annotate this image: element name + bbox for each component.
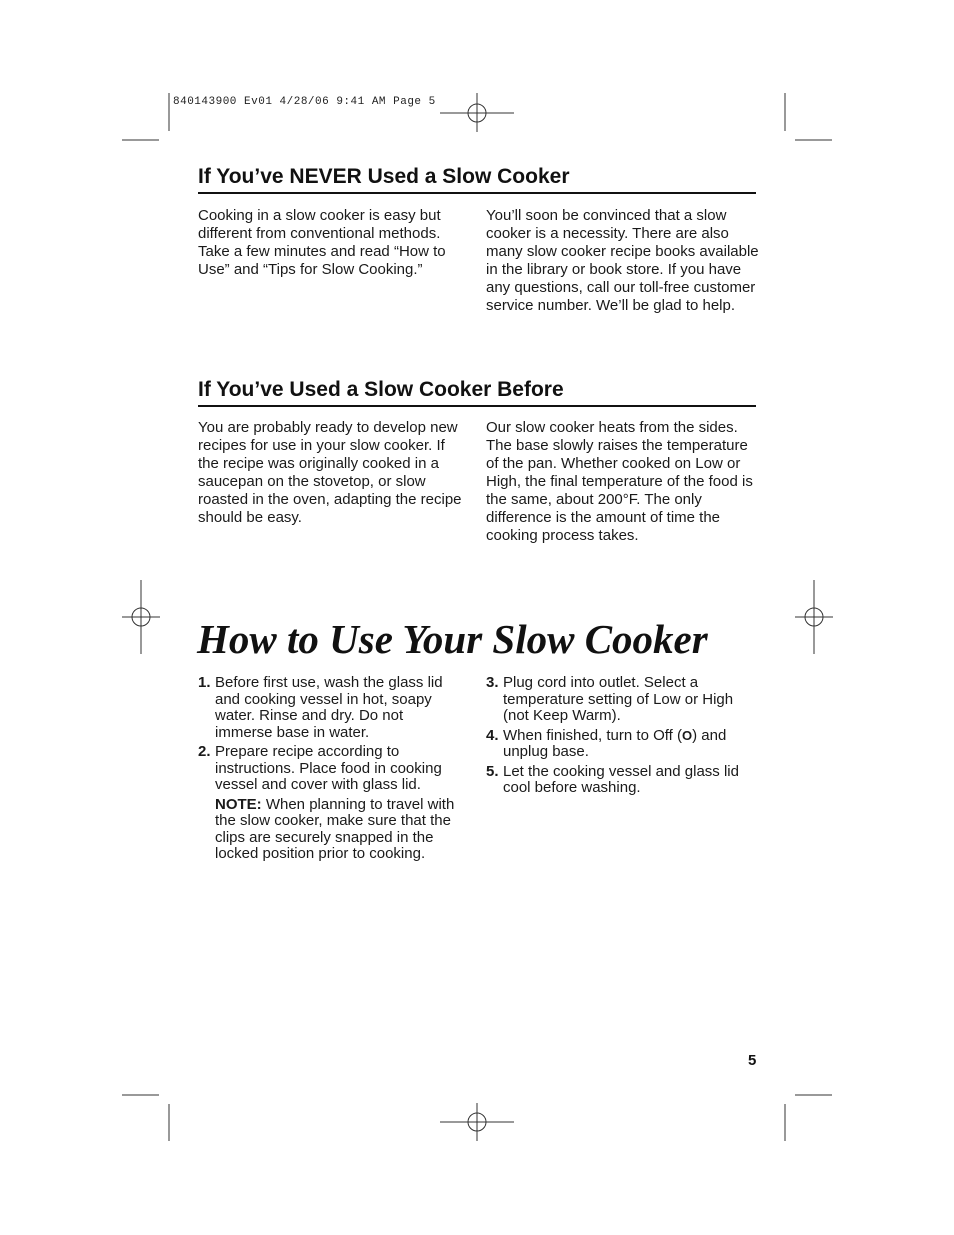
heading-used-before: If You’ve Used a Slow Cooker Before	[198, 377, 756, 407]
step-text: Prepare recipe according to instructions. Place food in cooking vessel and cover with glass lid.	[215, 743, 442, 793]
note-text: When planning to travel with the slow cooker, make sure that the clips are securely snapped in the locked position prior to cooking.	[215, 795, 455, 862]
never-used-right-paragraph: You’ll soon be convinced that a slow cooker is a necessity. There are also many slow cooker recipe books available in the library or book store. If you have any questions, call our toll-free customer service number. We’ll be glad to help.	[486, 207, 759, 314]
page-title-how-to-use: How to Use Your Slow Cooker	[197, 616, 708, 662]
heading-never-used: If You’ve NEVER Used a Slow Cooker	[198, 164, 756, 194]
travel-note	[215, 797, 462, 863]
step-text-before: When finished, turn to Off (	[503, 726, 682, 744]
step-text: Before first use, wash the glass lid and cooking vessel in hot, soapy water. Rinse and dry. Do not immerse base in water.	[215, 674, 443, 741]
step-item	[198, 744, 462, 863]
step-number: 4.	[486, 726, 499, 744]
step-text-after: ) and unplug base.	[503, 726, 727, 760]
step-number: 5.	[486, 762, 499, 780]
print-slug-line: 840143900 Ev01 4/28/06 9:41 AM Page 5	[173, 96, 436, 108]
step-item	[486, 728, 748, 761]
steps-list-left	[198, 675, 462, 866]
never-used-left-paragraph: Cooking in a slow cooker is easy but different from conventional methods. Take a few minutes and read “How to Use” and “Tips for Slow Cooking.”	[198, 207, 446, 278]
step-item	[486, 675, 748, 725]
step-item	[198, 675, 462, 741]
off-symbol-icon: O	[681, 727, 693, 743]
note-label: NOTE:	[215, 795, 262, 813]
step-number: 3.	[486, 674, 499, 691]
step-item	[486, 764, 748, 797]
step-text: Let the cooking vessel and glass lid cool before washing.	[503, 762, 739, 796]
step-number: 1.	[198, 674, 211, 691]
used-before-right-paragraph: Our slow cooker heats from the sides. The base slowly raises the temperature of the pan. Whether cooked on Low or High, the final temperature of the food is the same, about 200°F. The only difference is the amount of time the cooking process takes.	[486, 419, 753, 544]
used-before-left-paragraph: You are probably ready to develop new recipes for use in your slow cooker. If the recipe was originally cooked in a saucepan on the stovetop, or slow roasted in the oven, adapting the recipe should be easy.	[198, 419, 462, 526]
step-text: Plug cord into outlet. Select a temperature setting of Low or High (not Keep Warm).	[503, 674, 734, 724]
steps-list-right	[486, 675, 748, 800]
step-number: 2.	[198, 743, 211, 760]
page-number: 5	[748, 1052, 757, 1069]
